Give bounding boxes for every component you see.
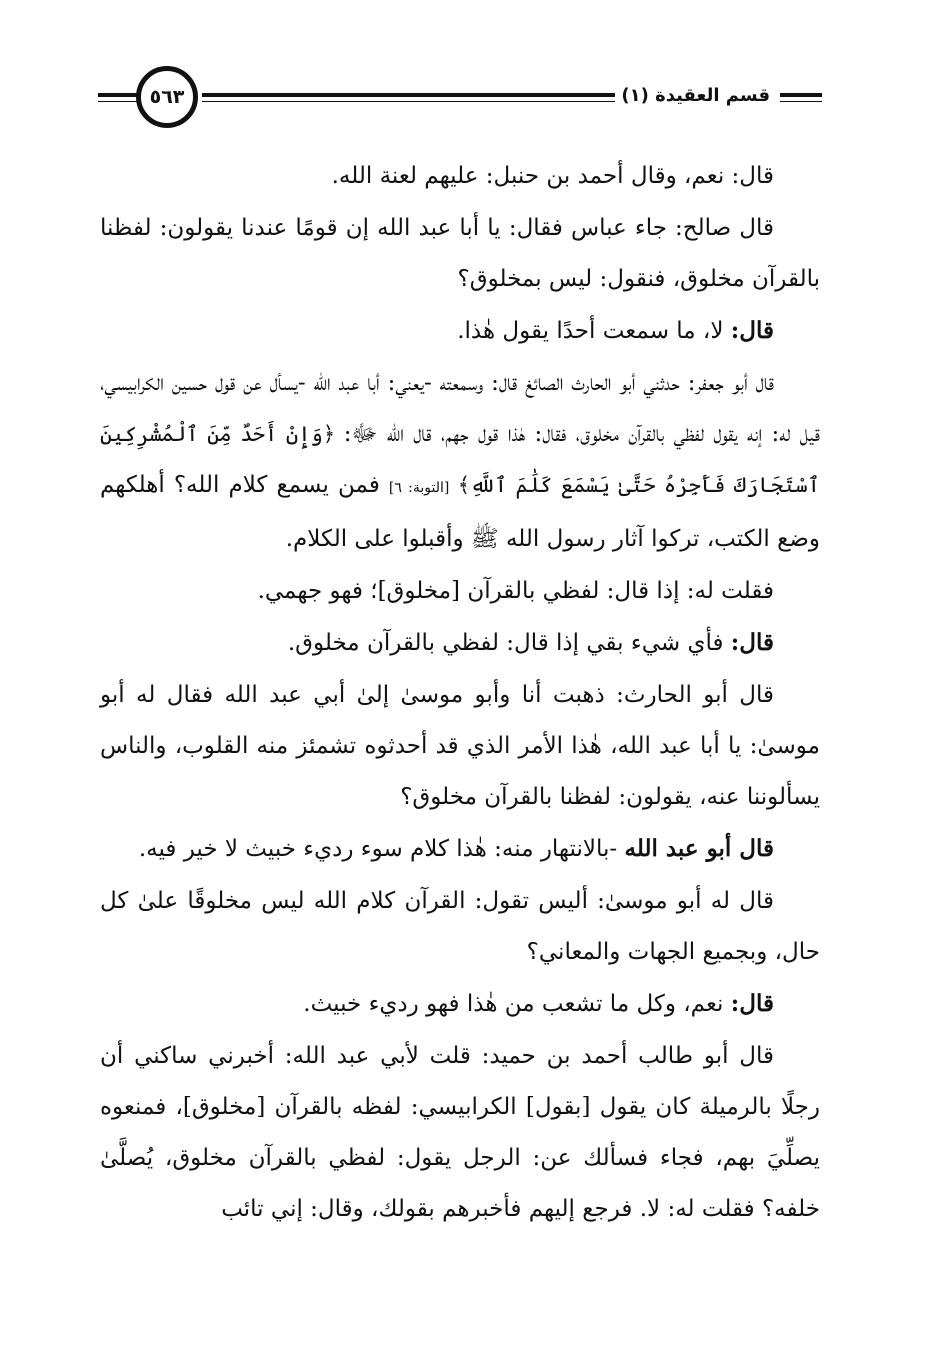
page-header bbox=[98, 66, 822, 138]
paragraph-text: قال صالح: جاء عباس فقال: يا أبا عبد الله إن قومًا عندنا يقولون: لفظنا بالقرآن مخلوق، فنقول: ليس بمخلوق؟ bbox=[100, 215, 820, 292]
header-rule bbox=[780, 101, 822, 102]
paragraph bbox=[100, 669, 820, 823]
header-rule bbox=[202, 93, 632, 97]
paragraph-text: فأي شيء بقي إذا قال: لفظي بالقرآن مخلوق. bbox=[287, 630, 731, 656]
body-text bbox=[100, 150, 820, 1235]
paragraph bbox=[100, 202, 820, 305]
page-number-badge bbox=[136, 66, 198, 128]
header-rule bbox=[98, 93, 140, 97]
paragraph bbox=[100, 875, 820, 978]
verse-citation: [التوبة: ٦] bbox=[388, 480, 450, 496]
paragraph-text: فقلت له: إذا قال: لفظي بالقرآن [مخلوق]؛ فهو جهمي. bbox=[257, 578, 774, 604]
paragraph-lead: قال: bbox=[730, 317, 774, 344]
paragraph-text: فمن يسمع كلام الله؟ أهلكهم وضع الكتب، تركوا آثار رسول الله ﷺ وأقبلوا على الكلام. bbox=[100, 472, 820, 552]
paragraph-text: قال أبو طالب أحمد بن حميد: قلت لأبي عبد الله: أخبرني ساكني أن رجلًا بالرميلة كان يقول [بقول] الكرابيسي: لفظه بالقرآن [مخلوق]، فمنعوه يصلِّيَ بهم، فجاء فسألك عن: الرجل يقول: لفظي بالقرآن مخلوق، يُصلَّىٰ خلفه؟ فقلت له: لا. فرجع إليهم فأخبرهم بقولك، وقال: إني تائب bbox=[100, 1043, 820, 1222]
paragraph bbox=[100, 305, 820, 357]
paragraph-lead: قال: bbox=[730, 990, 774, 1017]
header-rule bbox=[98, 101, 140, 102]
paragraph bbox=[100, 357, 820, 565]
section-title: قسم العقيدة (١) bbox=[615, 85, 776, 106]
paragraph bbox=[100, 1030, 820, 1235]
paragraph-text: قال أبو الحارث: ذهبت أنا وأبو موسىٰ إلىٰ أبي عبد الله فقال له أبو موسىٰ: يا أبا عبد الله، هٰذا الأمر الذي قد أحدثوه تشمئز منه القلوب، والناس يسألوننا عنه، يقولون: لفظنا بالقرآن مخلوق؟ bbox=[100, 682, 820, 810]
paragraph-lead: قال: bbox=[730, 629, 774, 656]
paragraph-text: لا، ما سمعت أحدًا يقول هٰذا. bbox=[457, 318, 731, 344]
paragraph bbox=[100, 565, 820, 617]
paragraph-text: قال أبو جعفر: حدثني أبو الحارث الصائغ قال: وسمعته -يعني: أبا عبد الله -يسأل عن قول حسين الكرابيسي، قيل له: إنه يقول لفظي بالقرآن مخلوق، فقال: هٰذا قول جهم، قال الله ﷻ: bbox=[100, 370, 820, 447]
paragraph bbox=[100, 823, 820, 875]
paragraph-text: -بالانتهار منه: هٰذا كلام سوء رديء خبيث لا خير فيه. bbox=[138, 836, 625, 862]
header-rule bbox=[780, 93, 822, 97]
paragraph-text: قال له أبو موسىٰ: أليس تقول: القرآن كلام الله ليس مخلوقًا علىٰ كل حال، وبجميع الجهات والمعاني؟ bbox=[100, 888, 820, 965]
header-rule bbox=[202, 101, 632, 102]
paragraph-text: نعم، وكل ما تشعب من هٰذا فهو رديء خبيث. bbox=[303, 991, 731, 1017]
paragraph-text: قال: نعم، وقال أحمد بن حنبل: عليهم لعنة الله. bbox=[331, 163, 774, 189]
paragraph bbox=[100, 617, 820, 669]
paragraph-lead: قال أبو عبد الله bbox=[624, 835, 774, 862]
paragraph bbox=[100, 978, 820, 1030]
paragraph bbox=[100, 150, 820, 202]
quran-verse: ﴿وَإِنْ أَحَدٌ مِّنَ ٱلْمُشْرِكِينَ ٱسْتَجَارَكَ فَأَجِرْهُ حَتَّىٰ يَسْمَعَ كَلَٰمَ ٱللَّهِ﴾ bbox=[100, 422, 820, 497]
page-number: ٥٦٣ bbox=[149, 86, 185, 108]
